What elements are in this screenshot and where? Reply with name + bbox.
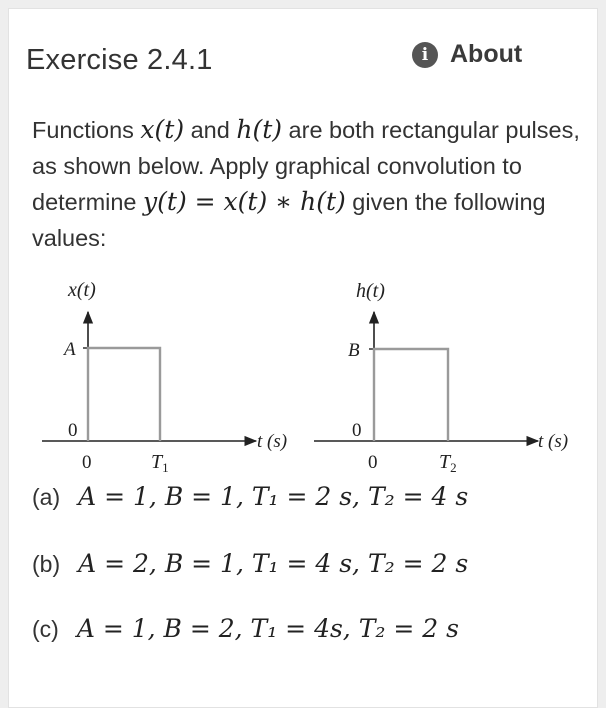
- option-c-tag: (c): [32, 616, 59, 642]
- x-plot-t1-label: $T_1$: [151, 451, 169, 475]
- option-c-expression: A = 1, B = 2, T₁ = 4s, T₂ = 2 s: [76, 614, 459, 643]
- problem-text-2: and: [184, 117, 237, 143]
- problem-text-4: given the following values:: [32, 189, 546, 251]
- h-plot-zero-y: 0: [352, 420, 362, 441]
- convolution-equation: y(t) = x(t) ∗ h(t): [143, 187, 346, 216]
- option-b-tag: (b): [32, 551, 61, 577]
- problem-text-3: are both rectangular pulses, as shown below. Apply graphical convolution to determine: [32, 117, 580, 215]
- x-plot-amp-label: A: [64, 339, 76, 360]
- h-plot-t2-label: $T_2$: [439, 451, 457, 475]
- x-plot-zero-y: 0: [68, 420, 78, 441]
- option-b-expression: A = 2, B = 1, T₁ = 4 s, T₂ = 2 s: [78, 549, 469, 578]
- x-plot-xunit: t (s): [257, 431, 288, 452]
- h-plot-amp-label: B: [348, 340, 360, 361]
- option-a-tag: (a): [32, 484, 61, 510]
- h-t-symbol: h(t): [236, 115, 283, 144]
- h-plot-zero-x: 0: [368, 452, 378, 473]
- h-pulse-line: [374, 349, 448, 441]
- x-plot-zero-x: 0: [82, 452, 92, 473]
- x-pulse-plot: [42, 279, 287, 475]
- h-pulse-plot: [314, 280, 568, 475]
- x-plot-ylabel: x(t): [68, 279, 96, 301]
- x-pulse-line: [88, 348, 160, 441]
- option-b: [32, 549, 468, 578]
- info-icon: i: [412, 42, 438, 68]
- about-label: About: [450, 40, 523, 68]
- h-plot-ylabel: h(t): [356, 280, 385, 302]
- exercise-title: Exercise 2.4.1: [26, 44, 213, 76]
- option-a-expression: A = 1, B = 1, T₁ = 2 s, T₂ = 4 s: [78, 482, 469, 511]
- problem-text-1: Functions: [32, 117, 141, 143]
- x-t-symbol: x(t): [140, 115, 185, 144]
- option-a: [32, 482, 468, 511]
- h-plot-xunit: t (s): [538, 431, 569, 452]
- option-c: [32, 614, 459, 643]
